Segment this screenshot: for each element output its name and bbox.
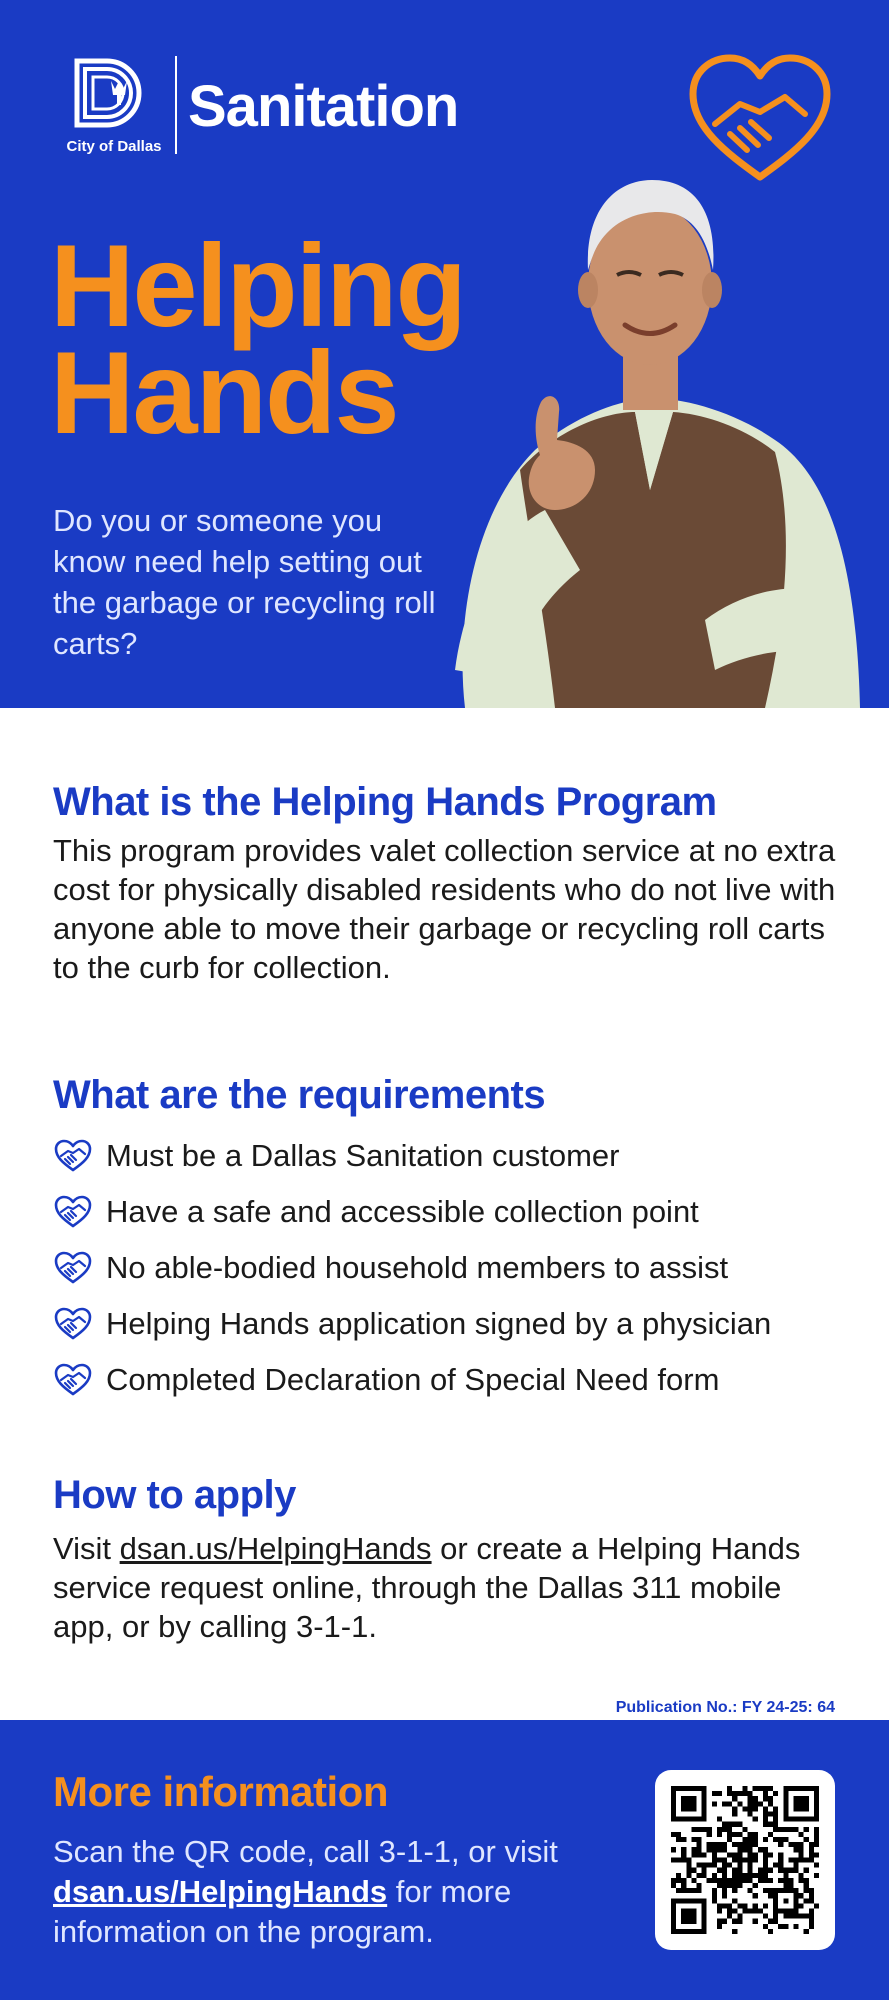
qr-code-box[interactable] [655,1770,835,1950]
requirement-text: No able-bodied household members to assist [106,1250,729,1285]
city-of-dallas-logo [53,55,173,155]
hero-title-line1: Helping [50,220,465,351]
qr-code[interactable] [671,1786,819,1934]
requirement-item [53,1128,873,1184]
footer-panel [0,1720,889,2000]
requirement-text: Have a safe and accessible collection point [106,1194,699,1229]
heart-handshake-icon [53,1139,93,1173]
footer-heading: More information [53,1768,388,1815]
heart-handshake-icon [53,1363,93,1397]
publication-number: Publication No.: FY 24-25: 64 [615,1699,835,1716]
apply-text-after: or create a Helping Hands service request online, through the Dallas 311 mobile app, or by calling 3-1-1. [53,1531,801,1644]
requirement-text: Must be a Dallas Sanitation customer [106,1138,620,1173]
requirement-item [53,1184,873,1240]
footer-text-before: Scan the QR code, call 3-1-1, or visit [53,1834,558,1869]
footer-text [53,1832,613,1952]
requirements-list [53,1128,873,1408]
apply-link[interactable]: dsan.us/HelpingHands [119,1531,432,1566]
apply-heading: How to apply [53,1473,296,1517]
hero-title [50,220,465,458]
heart-handshake-icon [53,1195,93,1229]
program-heading: What is the Helping Hands Program [53,780,717,824]
requirement-item [53,1296,873,1352]
logo-city-text: City of Dallas [66,138,162,155]
hero-question: Do you or someone you know need help setting out the garbage or recycling roll carts? [53,503,436,661]
heart-handshake-icon [53,1307,93,1341]
requirement-text: Helping Hands application signed by a physician [106,1306,772,1341]
requirement-item [53,1240,873,1296]
footer-link[interactable]: dsan.us/HelpingHands [53,1874,388,1909]
requirement-item [53,1352,873,1408]
logo-divider [175,56,177,154]
apply-text [53,1529,833,1646]
heart-handshake-icon [53,1251,93,1285]
footer-text-after: for more information on the program. [53,1874,512,1949]
hero-banner [0,0,889,708]
apply-text-before: Visit [53,1531,120,1566]
requirements-heading: What are the requirements [53,1073,546,1117]
hero-title-line2: Hands [50,327,398,458]
city-of-dallas-logo-icon [71,55,151,130]
department-name: Sanitation [188,74,459,139]
requirement-text: Completed Declaration of Special Need form [106,1362,720,1397]
program-description: This program provides valet collection service at no extra cost for physically disabled residents who do not live with anyone able to move their garbage or recycling roll carts to the curb for collection. [53,833,836,985]
elderly-man-thumbs-up-photo [445,150,865,708]
